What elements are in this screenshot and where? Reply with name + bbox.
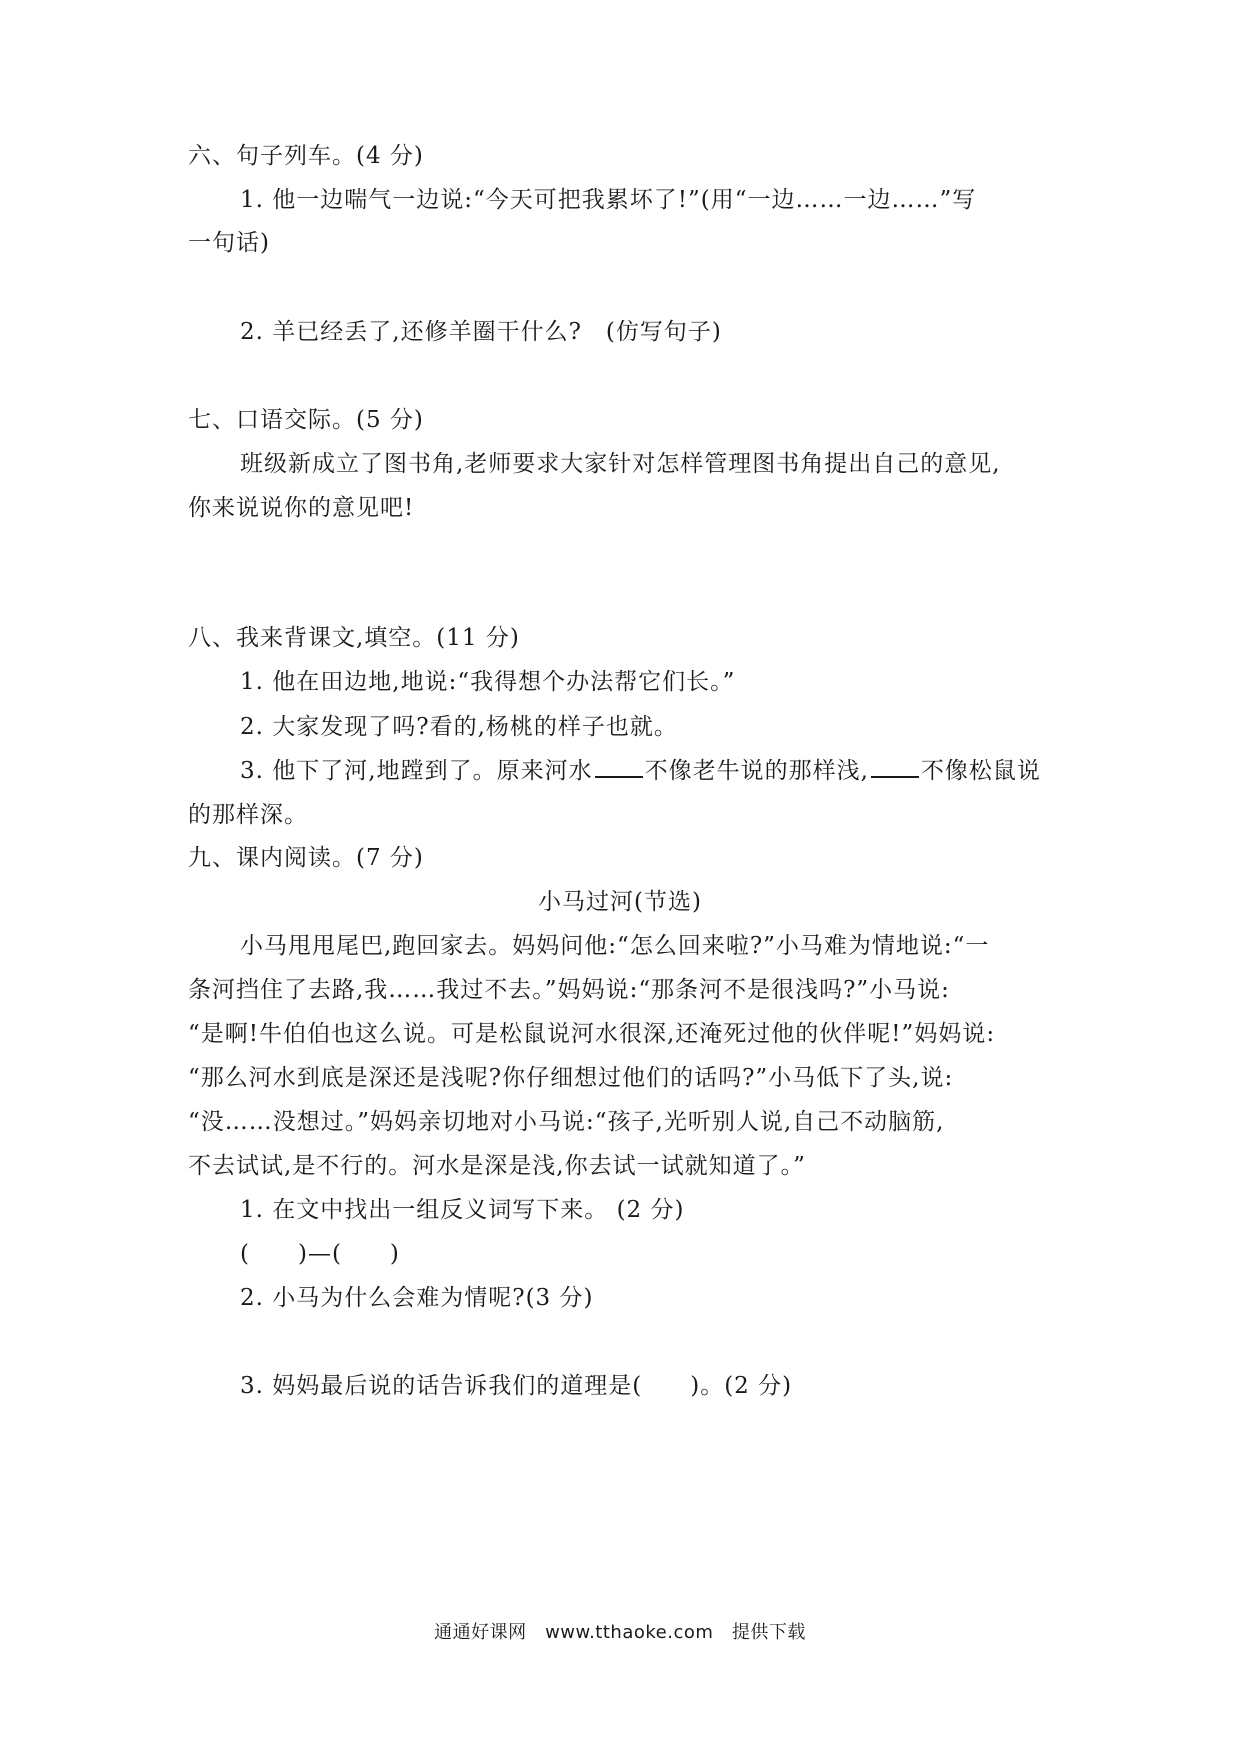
passage-line: “没……没想过。”妈妈亲切地对小马说:“孩子,光听别人说,自己不动脑筋, <box>188 1109 945 1135</box>
passage-line: 不去试试,是不行的。河水是深是浅,你去试一试就知道了。” <box>188 1153 806 1179</box>
s7-prompt-line-1: 班级新成立了图书角,老师要求大家针对怎样管理图书角提出自己的意见, <box>240 451 1001 477</box>
s9-question-1: 1. 在文中找出一组反义词写下来。 (2 分) <box>240 1197 685 1223</box>
section-6-title: 六、句子列车。(4 分) <box>188 143 424 169</box>
passage-line: 小马甩甩尾巴,跑回家去。妈妈问他:“怎么回来啦?”小马难为情地说:“一 <box>240 933 990 959</box>
passage-line: 条河挡住了去路,我……我过不去。”妈妈说:“那条河不是很浅吗?”小马说: <box>188 977 950 1003</box>
passage-line: “那么河水到底是深还是浅呢?你仔细想过他们的话吗?”小马低下了头,说: <box>188 1065 954 1091</box>
s8-question-3-line-1 <box>240 756 1041 786</box>
s9-question-3: 3. 妈妈最后说的话告诉我们的道理是( )。(2 分) <box>240 1373 793 1399</box>
section-9-title: 九、课内阅读。(7 分) <box>188 845 424 871</box>
s8-question-3-line-2: 的那样深。 <box>188 802 308 828</box>
s8-q3-part-2: 不像老牛说的那样浅, <box>644 758 869 784</box>
fill-blank[interactable] <box>871 756 919 778</box>
passage-line: “是啊!牛伯伯也这么说。可是松鼠说河水很深,还淹死过他的伙伴呢!”妈妈说: <box>188 1021 996 1047</box>
s6-question-1-line-1: 1. 他一边喘气一边说:“今天可把我累坏了!”(用“一边……一边……”写 <box>240 187 977 213</box>
s8-question-2: 2. 大家发现了吗?看的,杨桃的样子也就。 <box>240 714 678 740</box>
section-7-title: 七、口语交际。(5 分) <box>188 407 424 433</box>
s9-question-1-answer-blanks[interactable]: ( )—( ) <box>240 1241 400 1267</box>
section-8-title: 八、我来背课文,填空。(11 分) <box>188 625 520 651</box>
footer-credit: 通通好课网 www.tthaoke.com 提供下载 <box>434 1622 806 1643</box>
s6-question-1-line-2: 一句话) <box>188 230 270 256</box>
s8-question-1: 1. 他在田边地,地说:“我得想个办法帮它们长。” <box>240 669 736 695</box>
s9-question-2: 2. 小马为什么会难为情呢?(3 分) <box>240 1285 594 1311</box>
s7-prompt-line-2: 你来说说你的意见吧! <box>188 495 415 521</box>
s6-question-2: 2. 羊已经丢了,还修羊圈干什么? (仿写句子) <box>240 319 722 345</box>
s8-q3-part-1: 3. 他下了河,地蹚到了。原来河水 <box>240 758 593 784</box>
passage-title: 小马过河(节选) <box>538 889 702 915</box>
fill-blank[interactable] <box>595 756 643 778</box>
s8-q3-part-3: 不像松鼠说 <box>920 758 1041 784</box>
